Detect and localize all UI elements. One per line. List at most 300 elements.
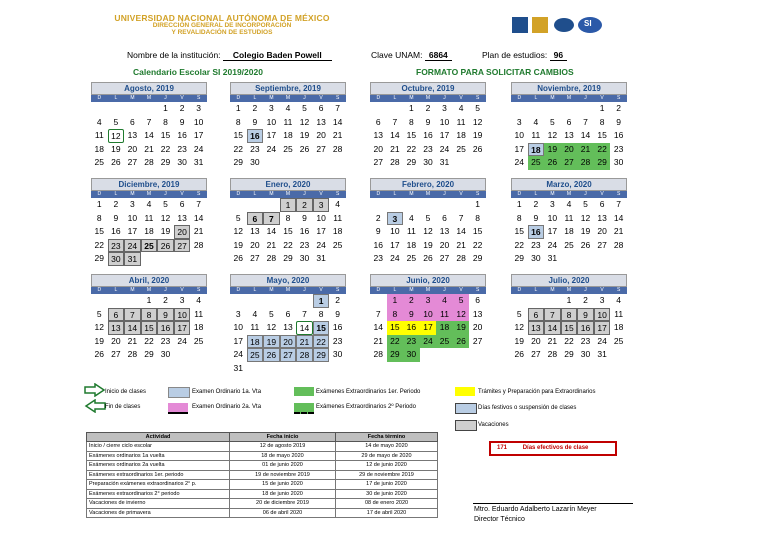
- day-cell: 28: [456, 253, 466, 263]
- legend-ext1: Exámenes Extraordinarios 1er. Periodo: [316, 389, 421, 395]
- signature-line: [473, 503, 633, 504]
- day-cell: 24: [316, 239, 326, 250]
- day-cell: 21: [332, 130, 343, 140]
- legend-swatch-tramites: [455, 387, 475, 396]
- legend-swatch-festivos: [455, 403, 477, 414]
- month-calendar: [91, 274, 207, 362]
- day-cell: 22: [594, 143, 611, 157]
- day-cell: 22: [144, 335, 154, 346]
- day-cell: 24: [420, 335, 437, 349]
- day-cell: 6: [108, 308, 125, 322]
- day-cell: 11: [283, 116, 293, 127]
- day-cell: 29: [472, 253, 483, 263]
- day-cell: 22: [514, 239, 525, 250]
- day-cell: 10: [316, 212, 326, 223]
- day-cell: 15: [561, 321, 578, 335]
- day-cell: 3: [196, 103, 202, 113]
- month-title: Mayo, 2020: [230, 274, 346, 287]
- weekday-label: M: [146, 95, 152, 101]
- day-cell: 13: [108, 321, 125, 335]
- day-cell: 26: [263, 348, 280, 362]
- day-cell: 24: [266, 143, 277, 154]
- day-cell: 27: [439, 253, 450, 263]
- day-cell: 30: [108, 252, 125, 266]
- day-cell: 20: [111, 335, 121, 346]
- empty-cell: [453, 198, 470, 212]
- weekday-label: J: [584, 191, 587, 197]
- day-cell: 21: [390, 143, 400, 154]
- day-cell: 25: [141, 239, 158, 253]
- day-cell: 2: [533, 199, 539, 209]
- table-cell: 15 de junio 2020: [230, 480, 336, 490]
- weekday-label: L: [253, 287, 257, 293]
- day-cell: 12: [108, 129, 125, 143]
- day-cell: 21: [127, 335, 138, 346]
- day-cell: 24: [233, 349, 244, 359]
- plan-label: Plan de estudios:: [482, 50, 548, 60]
- day-cell: 23: [531, 239, 541, 250]
- empty-cell: [511, 294, 528, 308]
- day-cell: 31: [316, 253, 326, 263]
- day-cell: 5: [550, 116, 555, 127]
- day-cell: 21: [456, 239, 466, 250]
- day-cell: 11: [144, 212, 154, 223]
- day-cell: 6: [599, 199, 605, 209]
- day-cell: 20: [531, 335, 541, 346]
- day-cell: 24: [193, 143, 204, 154]
- day-cell: 3: [313, 198, 330, 212]
- day-cell: 3: [235, 308, 241, 319]
- day-cell: 5: [235, 212, 241, 223]
- empty-cell: [544, 294, 561, 308]
- day-cell: 10: [594, 308, 611, 322]
- table-cell: Inicio / cierre ciclo escolar: [87, 442, 230, 452]
- table-row: [87, 451, 438, 461]
- table-cell: Exámenes ordinarios 2a vuelta: [87, 461, 230, 471]
- weekday-label: D: [97, 191, 102, 197]
- day-cell: 3: [420, 294, 437, 308]
- table-row: [87, 508, 438, 518]
- day-cell: 17: [266, 130, 277, 140]
- day-cell: 31: [124, 252, 141, 266]
- weekday-header: [370, 287, 486, 294]
- day-cell: 3: [179, 295, 185, 305]
- day-cell: 2: [616, 103, 622, 113]
- day-cell: 5: [269, 308, 274, 319]
- day-cell: 19: [263, 335, 280, 349]
- day-cell: 13: [564, 130, 574, 140]
- weekday-label: V: [180, 287, 184, 293]
- legend-swatch-ext1: [294, 387, 314, 396]
- weekday-header: [230, 95, 346, 102]
- day-cell: 18: [94, 143, 105, 154]
- day-cell: 25: [247, 348, 264, 362]
- day-cell: 4: [335, 199, 341, 209]
- empty-cell: [108, 102, 125, 116]
- day-cell: 9: [157, 308, 174, 322]
- th-activity: Actividad: [87, 433, 230, 442]
- weekday-label: M: [285, 191, 291, 197]
- day-cell: 17: [390, 239, 400, 250]
- day-cell: 18: [564, 226, 574, 236]
- day-cell: 6: [528, 308, 545, 322]
- day-cell: 31: [193, 157, 204, 167]
- day-cell: 24: [514, 157, 525, 167]
- day-cell: 15: [233, 130, 244, 140]
- day-cell: 30: [423, 157, 433, 167]
- month-calendar: [230, 178, 346, 266]
- arrow-right-icon: [84, 383, 106, 397]
- day-grid: [230, 294, 346, 375]
- weekday-label: V: [600, 287, 604, 293]
- day-cell: 29: [144, 349, 154, 359]
- empty-cell: [91, 294, 108, 308]
- day-cell: 16: [423, 130, 433, 140]
- weekday-header: [511, 191, 627, 198]
- empty-cell: [387, 102, 404, 116]
- weekday-label: M: [566, 287, 572, 293]
- day-grid: [511, 102, 627, 170]
- day-cell: 20: [472, 322, 483, 332]
- day-cell: 6: [566, 116, 572, 127]
- day-cell: 19: [423, 239, 433, 250]
- table-cell: Exámenes extraordinarios 1er. periodo: [87, 470, 230, 480]
- month-title: Enero, 2020: [230, 178, 346, 191]
- month-title: Marzo, 2020: [511, 178, 627, 191]
- empty-cell: [108, 294, 125, 308]
- day-cell: 6: [247, 212, 264, 226]
- day-cell: 19: [111, 143, 121, 154]
- day-cell: 13: [472, 308, 483, 319]
- day-cell: 10: [193, 116, 204, 127]
- weekday-label: J: [443, 191, 446, 197]
- day-cell: 20: [127, 143, 138, 154]
- day-cell: 12: [472, 116, 483, 127]
- day-cell: 3: [442, 103, 447, 113]
- day-cell: 2: [335, 295, 341, 305]
- day-cell: 21: [577, 143, 594, 157]
- day-cell: 11: [194, 308, 204, 319]
- effective-days-label: Días efectivos de clase: [522, 445, 589, 451]
- weekday-label: V: [180, 191, 184, 197]
- day-cell: 12: [547, 130, 558, 140]
- day-cell: 1: [96, 199, 102, 209]
- day-cell: 14: [613, 212, 624, 223]
- day-cell: 1: [599, 103, 605, 113]
- day-cell: 17: [233, 335, 244, 346]
- day-cell: 16: [577, 321, 594, 335]
- day-cell: 4: [285, 103, 291, 113]
- day-cell: 6: [475, 295, 481, 305]
- day-cell: 7: [335, 103, 341, 113]
- day-cell: 8: [475, 212, 481, 223]
- empty-cell: [247, 198, 264, 212]
- day-cell: 23: [332, 335, 343, 346]
- day-cell: 10: [514, 130, 525, 140]
- day-cell: 1: [146, 295, 152, 305]
- day-cell: 3: [516, 116, 522, 127]
- day-cell: 20: [373, 143, 384, 154]
- institution-row: [127, 50, 332, 60]
- weekday-label: S: [335, 95, 340, 101]
- weekday-label: J: [584, 287, 587, 293]
- day-cell: 17: [174, 321, 191, 335]
- day-cell: 8: [318, 308, 324, 319]
- table-cell: 08 de enero 2020: [336, 499, 438, 509]
- weekday-label: L: [253, 95, 257, 101]
- day-cell: 10: [439, 116, 450, 127]
- day-cell: 12: [423, 226, 433, 236]
- empty-cell: [420, 198, 437, 212]
- day-cell: 21: [547, 335, 558, 346]
- weekday-label: D: [97, 287, 102, 293]
- weekday-label: S: [196, 287, 201, 293]
- month-title: Febrero, 2020: [370, 178, 486, 191]
- table-cell: Exámenes ordinarios 1a vuelta: [87, 451, 230, 461]
- day-cell: 16: [247, 129, 264, 143]
- day-cell: 11: [333, 212, 343, 223]
- day-cell: 16: [177, 130, 187, 140]
- weekday-label: S: [335, 287, 340, 293]
- weekday-label: L: [393, 95, 397, 101]
- day-cell: 11: [94, 130, 104, 140]
- empty-cell: [124, 102, 141, 116]
- weekday-label: V: [600, 95, 604, 101]
- day-cell: 18: [613, 322, 624, 332]
- empty-cell: [387, 198, 404, 212]
- th-end: Fecha término: [336, 433, 438, 442]
- weekday-label: M: [409, 191, 414, 197]
- empty-cell: [403, 198, 420, 212]
- weekday-label: L: [253, 191, 257, 197]
- table-cell: Preparación exámenes extraordinarios 2° p.: [87, 480, 230, 490]
- weekday-label: M: [566, 191, 572, 197]
- table-row: [87, 499, 438, 509]
- day-cell: 26: [544, 156, 561, 170]
- day-cell: 11: [436, 308, 453, 322]
- table-cell: 18 de junio 2020: [230, 489, 336, 499]
- day-cell: 9: [616, 116, 622, 127]
- day-cell: 5: [425, 212, 431, 223]
- day-cell: 16: [528, 225, 545, 239]
- legend-fin: Fin de clases: [105, 404, 141, 410]
- day-cell: 29: [233, 157, 244, 167]
- day-cell: 28: [332, 143, 343, 154]
- weekday-label: J: [443, 287, 446, 293]
- day-cell: 4: [566, 199, 572, 209]
- weekday-label: D: [517, 191, 522, 197]
- si-logo-text: SI: [584, 19, 592, 28]
- day-cell: 9: [179, 116, 185, 127]
- day-cell: 4: [458, 103, 464, 113]
- weekday-label: D: [376, 191, 381, 197]
- day-cell: 2: [252, 103, 258, 113]
- day-cell: 3: [387, 212, 404, 226]
- weekday-label: M: [425, 191, 431, 197]
- day-cell: 19: [160, 226, 171, 236]
- empty-cell: [230, 294, 247, 308]
- legend-swatch-ord1: [168, 387, 190, 398]
- day-cell: 25: [528, 156, 545, 170]
- day-cell: 2: [296, 198, 313, 212]
- day-cell: 17: [439, 130, 450, 140]
- day-cell: 8: [163, 116, 168, 127]
- day-grid: [91, 294, 207, 362]
- table-cell: 12 de junio 2020: [336, 461, 438, 471]
- day-cell: 28: [373, 349, 384, 359]
- weekday-label: V: [459, 191, 463, 197]
- day-cell: 22: [387, 335, 404, 349]
- day-grid: [91, 102, 207, 170]
- day-cell: 20: [561, 143, 578, 157]
- table-cell: 17 de abril 2020: [336, 508, 438, 518]
- day-cell: 10: [127, 212, 138, 223]
- table-row: [87, 461, 438, 471]
- legend-ext2: Exámenes Extraordinarios 2º Periodo: [316, 404, 416, 410]
- day-cell: 4: [146, 199, 152, 209]
- day-cell: 9: [302, 212, 307, 223]
- month-calendar: [370, 274, 486, 362]
- day-grid: [511, 294, 627, 362]
- day-cell: 15: [387, 321, 404, 335]
- day-cell: 6: [442, 212, 447, 223]
- day-cell: 26: [453, 335, 470, 349]
- day-cell: 17: [127, 226, 138, 236]
- table-cell: 17 de junio 2020: [336, 480, 438, 490]
- day-cell: 18: [144, 226, 154, 236]
- weekday-label: M: [269, 287, 274, 293]
- day-cell: 1: [566, 295, 572, 305]
- day-cell: 22: [472, 239, 483, 250]
- weekday-label: M: [285, 287, 291, 293]
- day-cell: 9: [533, 212, 539, 223]
- day-cell: 1: [163, 103, 168, 113]
- day-cell: 2: [375, 212, 381, 223]
- empty-cell: [528, 294, 545, 308]
- day-cell: 31: [597, 349, 607, 359]
- weekday-label: J: [164, 95, 167, 101]
- empty-cell: [544, 102, 561, 116]
- day-cell: 3: [130, 199, 135, 209]
- day-cell: 26: [157, 239, 174, 253]
- day-cell: 3: [599, 295, 605, 305]
- table-row: [87, 470, 438, 480]
- day-cell: 9: [113, 212, 119, 223]
- day-cell: 11: [456, 116, 466, 127]
- weekday-label: M: [550, 95, 555, 101]
- day-cell: 16: [299, 226, 310, 236]
- day-cell: 5: [96, 308, 102, 319]
- weekday-label: L: [534, 287, 538, 293]
- day-cell: 15: [283, 226, 293, 236]
- weekday-label: V: [459, 95, 463, 101]
- day-cell: 25: [94, 157, 105, 167]
- weekday-label: M: [550, 287, 555, 293]
- day-cell: 26: [472, 143, 483, 154]
- day-cell: 20: [597, 226, 607, 236]
- day-cell: 30: [332, 349, 343, 359]
- day-cell: 8: [561, 308, 578, 322]
- day-cell: 19: [233, 239, 244, 250]
- day-cell: 5: [453, 294, 470, 308]
- day-cell: 28: [144, 157, 154, 167]
- day-cell: 3: [550, 199, 555, 209]
- day-cell: 19: [472, 130, 483, 140]
- day-cell: 2: [179, 103, 185, 113]
- weekday-label: V: [459, 287, 463, 293]
- day-cell: 7: [392, 116, 398, 127]
- day-cell: 16: [403, 321, 420, 335]
- weekday-label: M: [285, 95, 291, 101]
- day-cell: 17: [193, 130, 204, 140]
- day-cell: 16: [373, 239, 384, 250]
- weekday-label: D: [517, 95, 522, 101]
- day-cell: 4: [96, 116, 102, 127]
- weekday-header: [370, 191, 486, 198]
- day-cell: 15: [472, 226, 483, 236]
- day-cell: 16: [613, 130, 624, 140]
- day-cell: 30: [299, 253, 310, 263]
- day-cell: 2: [425, 103, 431, 113]
- table-cell: 19 de noviembre 2019: [230, 470, 336, 480]
- day-cell: 21: [296, 335, 313, 349]
- day-cell: 31: [439, 157, 450, 167]
- day-cell: 12: [160, 212, 171, 223]
- day-cell: 1: [235, 103, 241, 113]
- empty-cell: [561, 102, 578, 116]
- table-row: [87, 442, 438, 452]
- plan-value: 96: [550, 50, 567, 61]
- month-title: Abril, 2020: [91, 274, 207, 287]
- day-cell: 23: [160, 335, 171, 346]
- legend-festivos: Días festivos o suspensión de clases: [478, 405, 577, 411]
- empty-cell: [370, 198, 387, 212]
- day-cell: 17: [514, 143, 525, 154]
- weekday-label: M: [409, 95, 414, 101]
- day-cell: 20: [439, 239, 450, 250]
- weekday-label: M: [269, 191, 274, 197]
- day-cell: 8: [285, 212, 291, 223]
- day-cell: 15: [94, 226, 105, 236]
- day-cell: 12: [514, 322, 525, 332]
- day-cell: 29: [94, 253, 105, 263]
- month-calendar: [370, 178, 486, 266]
- empty-cell: [141, 102, 158, 116]
- month-calendar: [370, 82, 486, 170]
- clave-label: Clave UNAM:: [371, 50, 423, 60]
- clave-value: 6864: [425, 50, 452, 61]
- day-cell: 13: [316, 116, 326, 127]
- weekday-header: [511, 287, 627, 294]
- day-cell: 6: [318, 103, 324, 113]
- weekday-label: M: [425, 287, 431, 293]
- table-cell: Exámenes extraordinarios 2° periodo: [87, 489, 230, 499]
- day-cell: 22: [94, 239, 105, 250]
- table-cell: 29 de noviembre 2019: [336, 470, 438, 480]
- day-cell: 25: [283, 143, 293, 154]
- day-cell: 29: [160, 157, 171, 167]
- weekday-label: J: [584, 95, 587, 101]
- weekday-label: M: [409, 287, 414, 293]
- month-title: Septiembre, 2019: [230, 82, 346, 95]
- weekday-label: J: [303, 191, 306, 197]
- weekday-header: [370, 95, 486, 102]
- day-cell: 1: [516, 199, 522, 209]
- day-cell: 27: [316, 143, 326, 154]
- weekday-label: M: [146, 191, 152, 197]
- day-cell: 5: [113, 116, 119, 127]
- day-cell: 24: [439, 143, 450, 154]
